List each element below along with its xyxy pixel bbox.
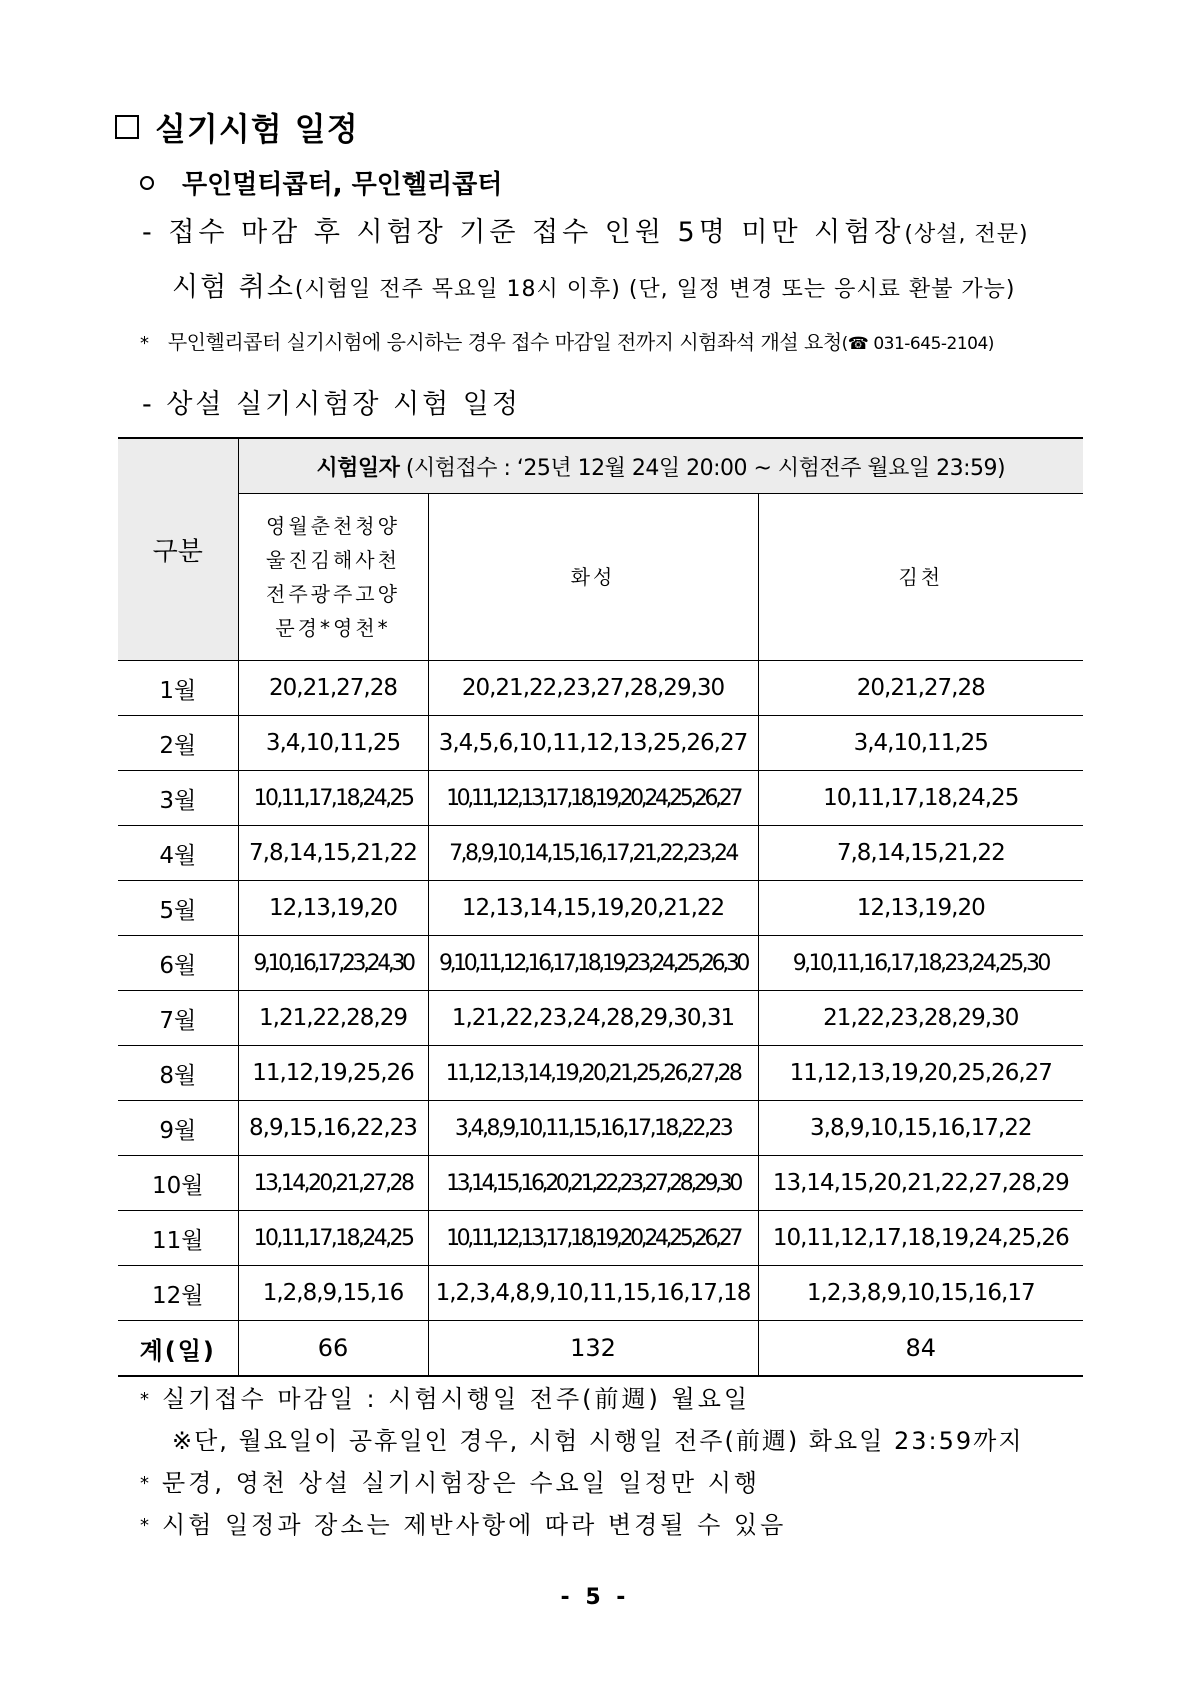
total-gimcheon: 84 [758, 1321, 1083, 1377]
section-title-text: 실기시험 일정 [155, 110, 359, 148]
month-cell: 10월 [118, 1156, 238, 1211]
subsection-heading-text: 무인멀티콥터, 무인헬리콥터 [182, 170, 503, 200]
regional-dates-cell: 8,9,15,16,22,23 [238, 1101, 428, 1156]
table-row [118, 936, 1083, 991]
region-line-1: 영월춘천청양 [266, 514, 400, 538]
table-row [118, 661, 1083, 716]
regional-dates-cell: 12,13,19,20 [238, 881, 428, 936]
month-cell: 7월 [118, 991, 238, 1046]
gimcheon-dates-cell: 12,13,19,20 [758, 881, 1083, 936]
schedule-table [118, 437, 1083, 1377]
month-cell: 8월 [118, 1046, 238, 1101]
notice-line-1 [142, 210, 1029, 249]
phone-number: (☎ 031-645-2104) [841, 334, 994, 354]
regional-dates-cell: 3,4,10,11,25 [238, 716, 428, 771]
regional-dates-cell: 10,11,17,18,24,25 [238, 1211, 428, 1266]
gimcheon-dates-cell: 10,11,17,18,24,25 [758, 771, 1083, 826]
total-label: 계(일) [118, 1321, 238, 1377]
asterisk-icon: * [140, 1515, 152, 1536]
hwaseong-dates-cell: 3,4,5,6,10,11,12,13,25,26,27 [428, 716, 758, 771]
section-title [115, 104, 359, 150]
month-cell: 2월 [118, 716, 238, 771]
month-cell: 5월 [118, 881, 238, 936]
region-line-2: 울진김해사천 [266, 548, 400, 572]
region-line-3: 전주광주고양 [266, 582, 400, 606]
hwaseong-dates-cell: 1,21,22,23,24,28,29,30,31 [428, 991, 758, 1046]
notice-line-2 [172, 265, 1015, 304]
footnotes [140, 1378, 1024, 1546]
notice-line-2-small: (시험일 전주 목요일 18시 이후) (단, 일정 변경 또는 응시료 환불 가능) [294, 277, 1016, 302]
header-col-gimcheon: 김천 [758, 494, 1083, 661]
helicopter-note [140, 326, 994, 355]
month-cell: 11월 [118, 1211, 238, 1266]
table-row [118, 771, 1083, 826]
schedule-heading: - 상설 실기시험장 시험 일정 [142, 389, 521, 420]
table-row [118, 1211, 1083, 1266]
region-line-4: 문경*영천* [275, 616, 391, 640]
month-cell: 6월 [118, 936, 238, 991]
footnote-2-text: 문경, 영천 상설 실기시험장은 수요일 일정만 시행 [162, 1469, 761, 1497]
gimcheon-dates-cell: 1,2,3,8,9,10,15,16,17 [758, 1266, 1083, 1321]
header-exam-date-detail: (시험접수 : ‘25년 12월 24일 20:00 ~ 시험전주 월요일 23:59) [399, 455, 1006, 481]
table-row [118, 716, 1083, 771]
page-number: - 5 - [560, 1585, 630, 1610]
table-row [118, 1101, 1083, 1156]
gimcheon-dates-cell: 3,4,10,11,25 [758, 716, 1083, 771]
footnote-1 [140, 1378, 1024, 1420]
footnote-3 [140, 1504, 1024, 1546]
gimcheon-dates-cell: 13,14,15,20,21,22,27,28,29 [758, 1156, 1083, 1211]
table-row [118, 1156, 1083, 1211]
notice-line-2-main: 시험 취소 [172, 272, 295, 303]
subsection-heading [140, 164, 502, 201]
gimcheon-dates-cell: 9,10,11,16,17,18,23,24,25,30 [758, 936, 1083, 991]
table-row [118, 991, 1083, 1046]
hwaseong-dates-cell: 1,2,3,4,8,9,10,11,15,16,17,18 [428, 1266, 758, 1321]
hwaseong-dates-cell: 9,10,11,12,16,17,18,19,23,24,25,26,30 [428, 936, 758, 991]
header-exam-date [238, 438, 1083, 494]
hwaseong-dates-cell: 20,21,22,23,27,28,29,30 [428, 661, 758, 716]
asterisk-icon: * [140, 333, 149, 354]
month-cell: 12월 [118, 1266, 238, 1321]
month-cell: 4월 [118, 826, 238, 881]
asterisk-icon: * [140, 1473, 152, 1494]
gimcheon-dates-cell: 20,21,27,28 [758, 661, 1083, 716]
asterisk-icon: * [140, 1389, 152, 1410]
table-row [118, 881, 1083, 936]
helicopter-note-text: 무인헬리콥터 실기시험에 응시하는 경우 접수 마감일 전까지 시험좌석 개설 요청 [167, 330, 842, 354]
month-cell: 3월 [118, 771, 238, 826]
hwaseong-dates-cell: 7,8,9,10,14,15,16,17,21,22,23,24 [428, 826, 758, 881]
notice-line-1-main: - 접수 마감 후 시험장 기준 접수 인원 5명 미만 시험장 [142, 217, 905, 248]
month-cell: 9월 [118, 1101, 238, 1156]
hwaseong-dates-cell: 12,13,14,15,19,20,21,22 [428, 881, 758, 936]
hwaseong-dates-cell: 10,11,12,13,17,18,19,20,24,25,26,27 [428, 771, 758, 826]
table-row [118, 1046, 1083, 1101]
regional-dates-cell: 7,8,14,15,21,22 [238, 826, 428, 881]
total-regional: 66 [238, 1321, 428, 1377]
regional-dates-cell: 1,2,8,9,15,16 [238, 1266, 428, 1321]
circle-bullet-icon [140, 176, 154, 190]
regional-dates-cell: 1,21,22,28,29 [238, 991, 428, 1046]
footnote-1-text: 실기접수 마감일 : 시험시행일 전주(前週) 월요일 [162, 1385, 751, 1413]
gimcheon-dates-cell: 7,8,14,15,21,22 [758, 826, 1083, 881]
regional-dates-cell: 9,10,16,17,23,24,30 [238, 936, 428, 991]
total-hwaseong: 132 [428, 1321, 758, 1377]
header-col-regional [238, 494, 428, 661]
regional-dates-cell: 11,12,19,25,26 [238, 1046, 428, 1101]
footnote-2 [140, 1462, 1024, 1504]
footnote-3-text: 시험 일정과 장소는 제반사항에 따라 변경될 수 있음 [162, 1511, 787, 1539]
header-exam-date-bold: 시험일자 [316, 455, 400, 481]
regional-dates-cell: 20,21,27,28 [238, 661, 428, 716]
gimcheon-dates-cell: 10,11,12,17,18,19,24,25,26 [758, 1211, 1083, 1266]
table-row [118, 826, 1083, 881]
regional-dates-cell: 13,14,20,21,27,28 [238, 1156, 428, 1211]
checkbox-square-icon [115, 115, 139, 139]
gimcheon-dates-cell: 3,8,9,10,15,16,17,22 [758, 1101, 1083, 1156]
footnote-1-sub: ※단, 월요일이 공휴일인 경우, 시험 시행일 전주(前週) 화요일 23:59까지 [172, 1427, 1024, 1455]
total-row [118, 1321, 1083, 1377]
regional-dates-cell: 10,11,17,18,24,25 [238, 771, 428, 826]
gimcheon-dates-cell: 21,22,23,28,29,30 [758, 991, 1083, 1046]
month-cell: 1월 [118, 661, 238, 716]
hwaseong-dates-cell: 3,4,8,9,10,11,15,16,17,18,22,23 [428, 1101, 758, 1156]
hwaseong-dates-cell: 11,12,13,14,19,20,21,25,26,27,28 [428, 1046, 758, 1101]
notice-line-1-small: (상설, 전문) [904, 222, 1029, 247]
header-col-hwaseong: 화성 [428, 494, 758, 661]
header-gubun: 구분 [118, 438, 238, 661]
gimcheon-dates-cell: 11,12,13,19,20,25,26,27 [758, 1046, 1083, 1101]
table-row [118, 1266, 1083, 1321]
hwaseong-dates-cell: 13,14,15,16,20,21,22,23,27,28,29,30 [428, 1156, 758, 1211]
hwaseong-dates-cell: 10,11,12,13,17,18,19,20,24,25,26,27 [428, 1211, 758, 1266]
